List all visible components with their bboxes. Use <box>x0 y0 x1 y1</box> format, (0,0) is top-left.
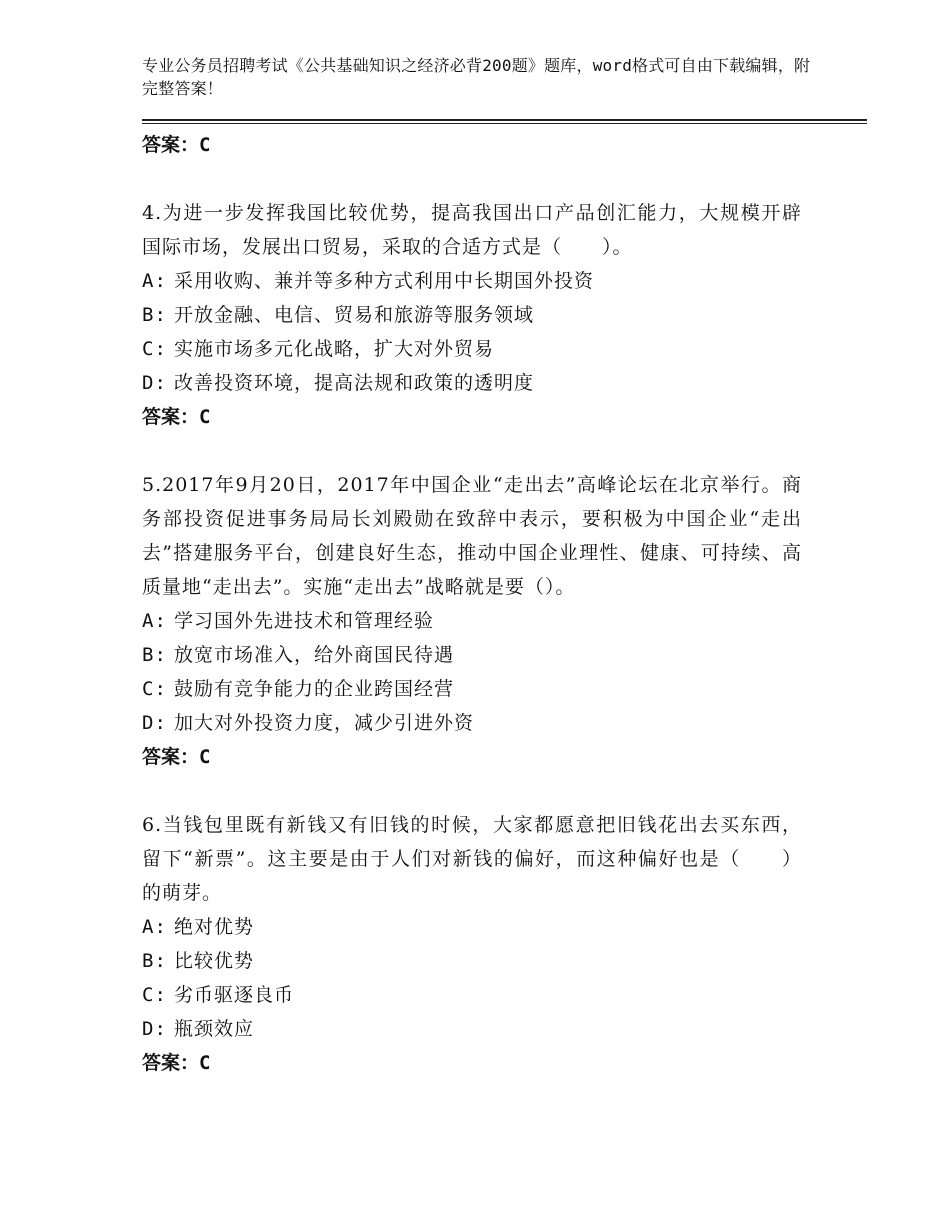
page-header <box>142 54 822 100</box>
option-key: D: <box>142 712 167 734</box>
option-d <box>142 366 802 400</box>
answer-value: C <box>199 134 211 156</box>
option-d <box>142 706 802 740</box>
option-c <box>142 332 802 366</box>
option-b <box>142 638 802 672</box>
header-divider <box>142 119 867 125</box>
option-text: 放宽市场准入，给外商国民待遇 <box>173 644 454 666</box>
option-text: 瓶颈效应 <box>173 1018 254 1040</box>
question-stem: 6.当钱包里既有新钱又有旧钱的时候，大家都愿意把旧钱花出去买东西，留下“新票”。这主要是由于人们对新钱的偏好，而这种偏好也是（ ）的萌芽。 <box>142 814 802 904</box>
option-a <box>142 604 802 638</box>
option-c <box>142 978 802 1012</box>
option-key: A: <box>142 270 167 292</box>
question-block <box>142 196 802 434</box>
option-key: D: <box>142 372 167 394</box>
option-text: 实施市场多元化战略，扩大对外贸易 <box>173 338 494 360</box>
option-text: 学习国外先进技术和管理经验 <box>173 610 434 632</box>
answer-line <box>142 128 802 162</box>
option-key: B: <box>142 304 167 326</box>
option-key: D: <box>142 1018 167 1040</box>
option-key: A: <box>142 916 167 938</box>
option-key: B: <box>142 950 167 972</box>
question-block <box>142 808 802 1080</box>
answer-line <box>142 740 802 774</box>
answer-label: 答案： <box>142 1052 200 1074</box>
option-key: C: <box>142 678 167 700</box>
option-b <box>142 944 802 978</box>
answer-value: C <box>199 1052 211 1074</box>
answer-line <box>142 1046 802 1080</box>
option-c <box>142 672 802 706</box>
answer-label: 答案： <box>142 406 200 428</box>
option-key: A: <box>142 610 167 632</box>
document-body <box>142 128 802 1080</box>
option-b <box>142 298 802 332</box>
option-text: 劣币驱逐良币 <box>173 984 294 1006</box>
option-key: C: <box>142 984 167 1006</box>
answer-label: 答案： <box>142 134 200 156</box>
option-a <box>142 264 802 298</box>
question-stem: 4.为进一步发挥我国比较优势，提高我国出口产品创汇能力，大规模开辟国际市场，发展出口贸易，采取的合适方式是（ ）。 <box>142 202 802 258</box>
option-text: 比较优势 <box>173 950 254 972</box>
divider-thin-line <box>142 123 867 124</box>
option-text: 绝对优势 <box>173 916 254 938</box>
option-text: 开放金融、电信、贸易和旅游等服务领域 <box>173 304 534 326</box>
option-text: 改善投资环境，提高法规和政策的透明度 <box>173 372 534 394</box>
option-key: B: <box>142 644 167 666</box>
document-title: 专业公务员招聘考试《公共基础知识之经济必背200题》题库，word格式可自由下载编辑，附完整答案！ <box>142 56 811 98</box>
divider-thick-line <box>142 119 867 121</box>
answer-value: C <box>199 746 211 768</box>
option-a <box>142 910 802 944</box>
answer-line <box>142 400 802 434</box>
option-text: 采用收购、兼并等多种方式利用中长期国外投资 <box>173 270 594 292</box>
option-d <box>142 1012 802 1046</box>
answer-label: 答案： <box>142 746 200 768</box>
question-stem: 5.2017年9月20日，2017年中国企业“走出去”高峰论坛在北京举行。商务部投资促进事务局局长刘殿勋在致辞中表示，要积极为中国企业“走出去”搭建服务平台，创建良好生态，推动中国企业理性、健康、可持续、高质量地“走出去”。实施“走出去”战略就是要（）。 <box>142 474 802 598</box>
option-key: C: <box>142 338 167 360</box>
question-block <box>142 468 802 774</box>
option-text: 加大对外投资力度，减少引进外资 <box>173 712 474 734</box>
answer-value: C <box>199 406 211 428</box>
option-text: 鼓励有竞争能力的企业跨国经营 <box>173 678 454 700</box>
